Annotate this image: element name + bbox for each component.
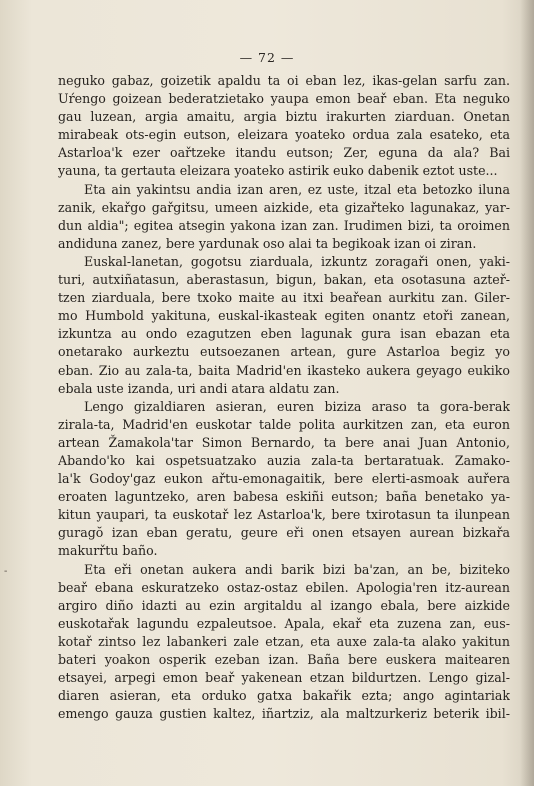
text-line: tzen ziarduala, bere txoko maite au itxi beařean aurkitu zan. Giler- — [58, 290, 510, 306]
text-line: ebala uste izanda, uri andi atara aldatu zan. — [58, 380, 340, 396]
text-line: andiduna zanez, bere yardunak oso alai ta begikoak izan oi ziran. — [58, 235, 477, 251]
text-line: zanik, ekařgo gařgitsu, umeen aizkide, eta gizařteko lagunakaz, yar- — [58, 199, 510, 215]
text-line: eroaten laguntzeko, aren babesa eskiñi eutson; baña benetako ya- — [58, 489, 510, 505]
page-number: — 72 — — [239, 50, 295, 65]
text-line: makurřtu baño. — [58, 543, 158, 559]
text-line: turi, autxiñatasun, aberastasun, bigun, bakan, eta osotasuna azteř- — [58, 272, 510, 288]
text-line: Eta ain yakintsu andia izan aren, ez uste, itzal eta betozko iluna — [84, 181, 510, 197]
text-line: guragŏ izan eban geratu, geure eři onen etsayen aurean bizkařa — [58, 525, 510, 541]
text-line: eban. Zio au zala-ta, baita Madrid'en ikasteko aukera geyago eukiko — [58, 362, 510, 378]
text-line: emengo gauza gustien kaltez, iñartziz, ala maltzurkeriz beterik ibil- — [58, 706, 510, 722]
text-line: la'k Godoy'gaz eukon ařtu-emonagaitik, bere elerti-asmoak auřera — [58, 471, 510, 487]
page-binding-shadow — [520, 0, 534, 786]
text-line: yauna, ta gertauta eleizara yoateko astirik euko dabenik eztot uste... — [58, 163, 498, 179]
text-line: neguko gabaz, goizetik apaldu ta oi eban lez, ikas-gelan sarfu zan. — [58, 73, 510, 88]
text-line: Lengo gizaldiaren asieran, euren biziza araso ta gora-berak — [84, 398, 510, 414]
text-line: diaren asieran, eta orduko gatxa bakařik ezta; ango agintariak — [58, 688, 510, 704]
text-line: kitun yaupari, ta euskotař lez Astarloa'k, bere txirotasun ta ilunpean — [58, 507, 510, 523]
text-line: zirala-ta, Madrid'en euskotar talde polita aurkitzen zan, eta euron — [58, 416, 510, 432]
text-line: beař ebana eskuratzeko ostaz-ostaz ebilen. Apologia'ren itz-aurean — [58, 579, 510, 595]
text-line: Eta eři onetan aukera andi barik bizi ba'zan, an be, biziteko — [84, 561, 510, 577]
body-text — [58, 72, 510, 723]
text-line: bateri yoakon osperik ezeban izan. Baña bere euskera maitearen — [58, 652, 510, 667]
text-line: dun aldia"; egitea atsegin yakona izan zan. Irudimen bizi, ta oroimen — [58, 217, 510, 233]
text-line: izkuntza au ondo ezagutzen eben lagunak gura isan ebazan eta — [58, 326, 510, 342]
text-line: onetarako aurkeztu eutsoezanen artean, gure Astarloa begiz yo — [58, 344, 510, 360]
text-line: euskotařak lagundu ezpaleutsoe. Apala, ekař eta zuzena zan, eus- — [58, 615, 510, 631]
text-line: Euskal-lanetan, gogotsu ziarduala, izkuntz zoragaři onen, yaki- — [84, 253, 510, 269]
text-line: mirabeak ots-egin eutson, eleizara yoateko ordua zala esateko, eta — [58, 127, 510, 143]
text-line: Abando'ko kai ospetsuatzako auzia zala-ta bertaratuak. Zamako- — [58, 452, 510, 468]
text-line: argiro diño idazti au ezin argitaldu al izango ebala, bere aizkide — [58, 597, 510, 613]
margin-mark: - — [4, 566, 8, 577]
text-line: etsayei, arpegi emon beař yakenean etzan bildurtzen. Lengo gizal- — [58, 670, 510, 686]
text-line: kotař zintso lez labankeri zale etzan, eta auxe zala-ta alako yakitun — [58, 633, 510, 649]
text-line: gau luzean, argia amaitu, argia biztu irakurten ziarduan. Onetan — [58, 109, 510, 125]
text-line: mo Humbold yakituna, euskal-ikasteak egiten onantz etoři zanean, — [58, 308, 510, 324]
text-line: artean Žamakola'tar Simon Bernardo, ta bere anai Juan Antonio, — [58, 434, 510, 450]
text-line: Astarloa'k ezer oařtzeke itandu eutson; Zer, eguna da ala? Bai — [58, 145, 510, 161]
text-line: Uŕengo goizean bederatzietako yaupa emon beař eban. Eta neguko — [58, 91, 510, 107]
